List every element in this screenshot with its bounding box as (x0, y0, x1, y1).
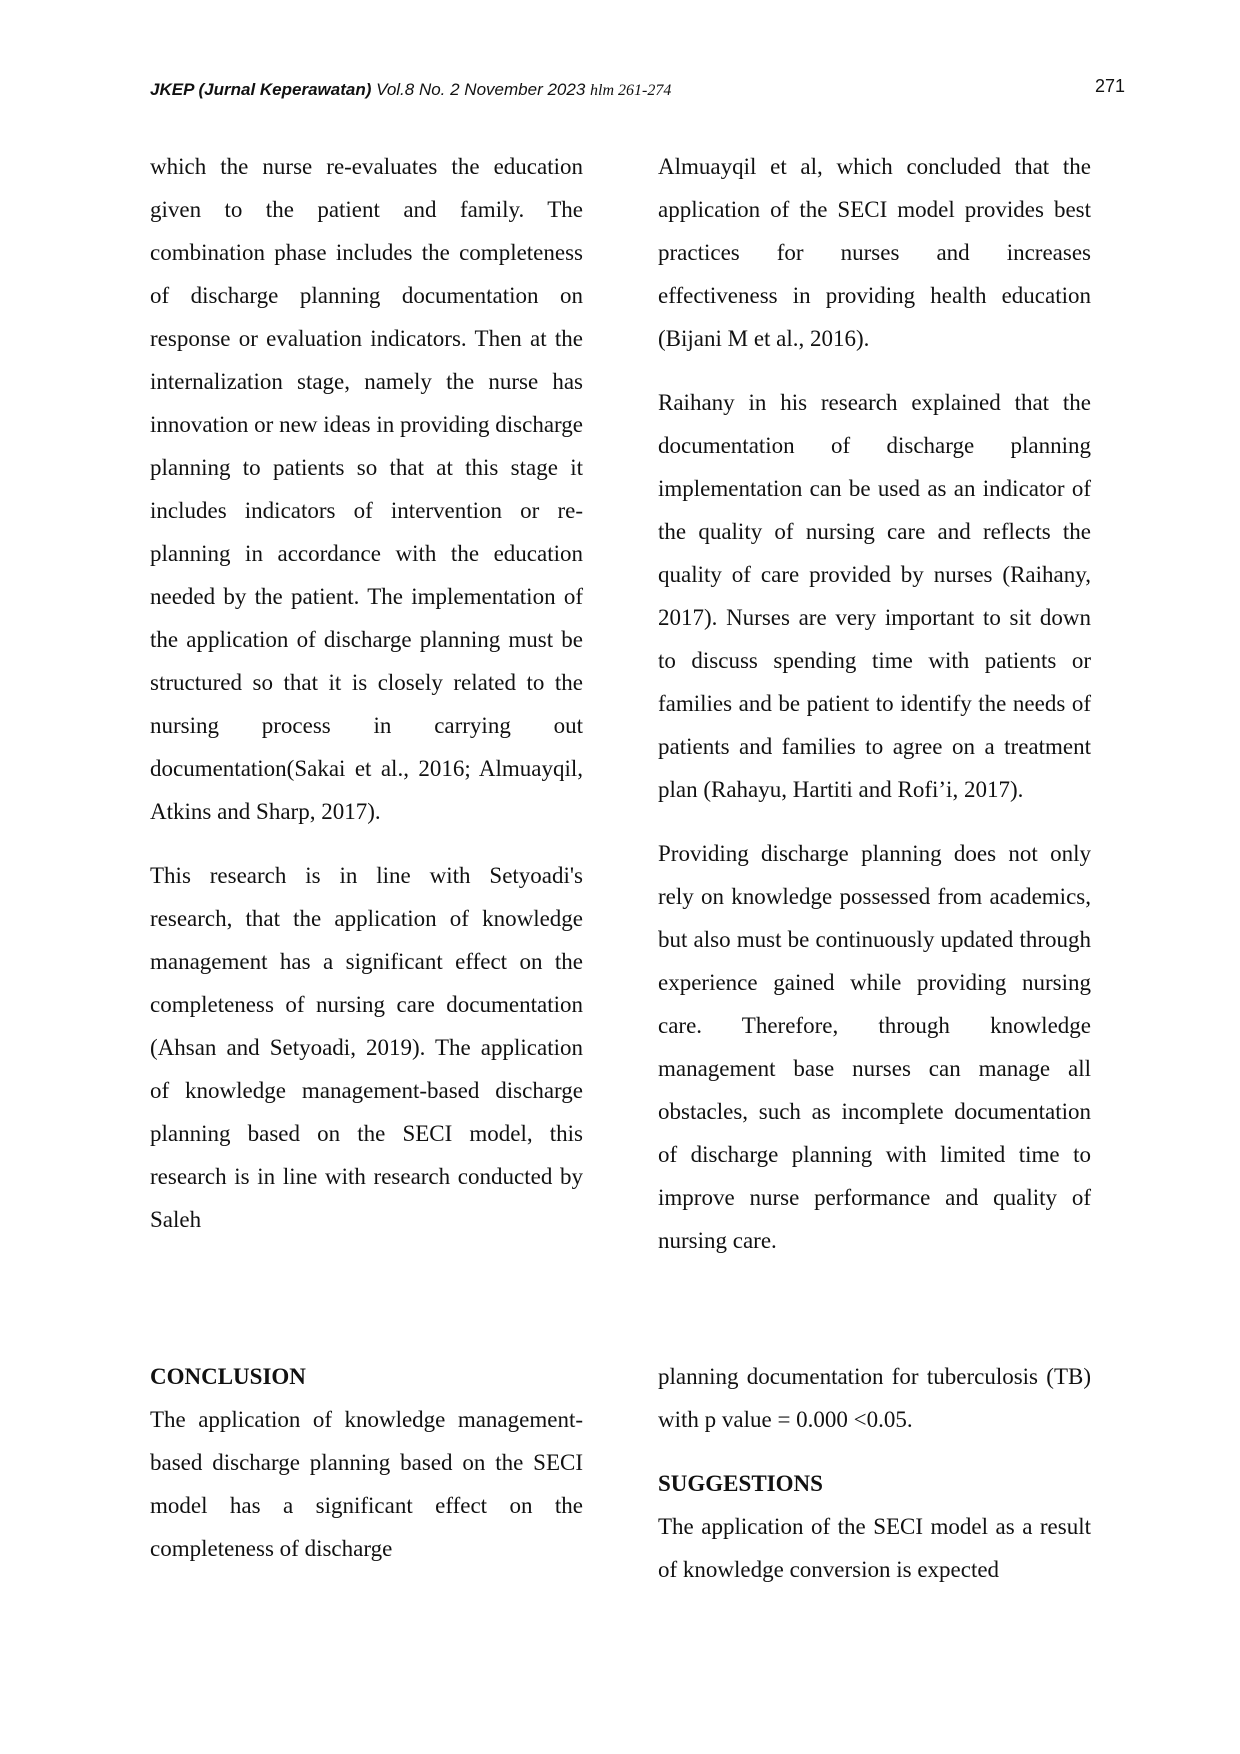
page-range: hlm 261-274 (590, 82, 672, 99)
body-paragraph: Providing discharge planning does not only rely on knowledge possessed from academics, but also must be continuously updated through experience gained while providing nursing care. Therefore, through knowledge management base nurses can manage all obstacles, such as incomplete documentation of discharge planning with limited time to improve nurse performance and quality of nursing care. (658, 841, 1091, 1253)
right-column-top (658, 145, 1091, 1262)
conclusion-text-continued: planning documentation for tuberculosis (TB) with p value = 0.000 <0.05. (658, 1364, 1091, 1432)
running-header (150, 78, 1125, 108)
conclusion-heading: CONCLUSION (150, 1364, 306, 1389)
suggestions-heading: SUGGESTIONS (658, 1471, 823, 1496)
suggestions-text: The application of the SECI model as a result of knowledge conversion is expected (658, 1514, 1091, 1582)
left-column-top (150, 145, 583, 1241)
conclusion-section (150, 1355, 583, 1570)
volume-issue: Vol.8 No. 2 November 2023 (371, 80, 590, 99)
body-paragraph: Raihany in his research explained that the documentation of discharge planning implementation can be used as an indicator of the quality of nursing care and reflects the quality of care provided by nurses (Raihany, 2017). Nurses are very important to sit down to discuss spending time with patients or families and be patient to identify the needs of patients and families to agree on a treatment plan (Rahayu, Hartiti and Rofi’i, 2017). (658, 390, 1091, 802)
body-paragraph: which the nurse re-evaluates the education given to the patient and family. The combination phase includes the completeness of discharge planning documentation on response or evaluation indicators. Then at the internalization stage, namely the nurse has innovation or new ideas in providing discharge planning to patients so that at this stage it includes indicators of intervention or re-planning in accordance with the education needed by the patient. The implementation of the application of discharge planning must be structured so that it is closely related to the nursing process in carrying out documentation(Sakai et al., 2016; Almuayqil, Atkins and Sharp, 2017). (150, 154, 583, 824)
journal-citation (150, 78, 671, 103)
body-paragraph: This research is in line with Setyoadi's research, that the application of knowledge management has a significant effect on the completeness of nursing care documentation (Ahsan and Setyoadi, 2019). The application of knowledge management-based discharge planning based on the SECI model, this research is in line with research conducted by Saleh (150, 863, 583, 1232)
journal-name: JKEP (Jurnal Keperawatan) (150, 80, 372, 99)
body-paragraph: Almuayqil et al, which concluded that the application of the SECI model provides best practices for nurses and increases effectiveness in providing health education (Bijani M et al., 2016). (658, 154, 1091, 351)
conclusion-text: The application of knowledge management-based discharge planning based on the SECI model has a significant effect on the completeness of discharge (150, 1407, 583, 1561)
conclusion-suggestions-right (658, 1355, 1091, 1591)
page-number: 271 (1094, 76, 1125, 96)
